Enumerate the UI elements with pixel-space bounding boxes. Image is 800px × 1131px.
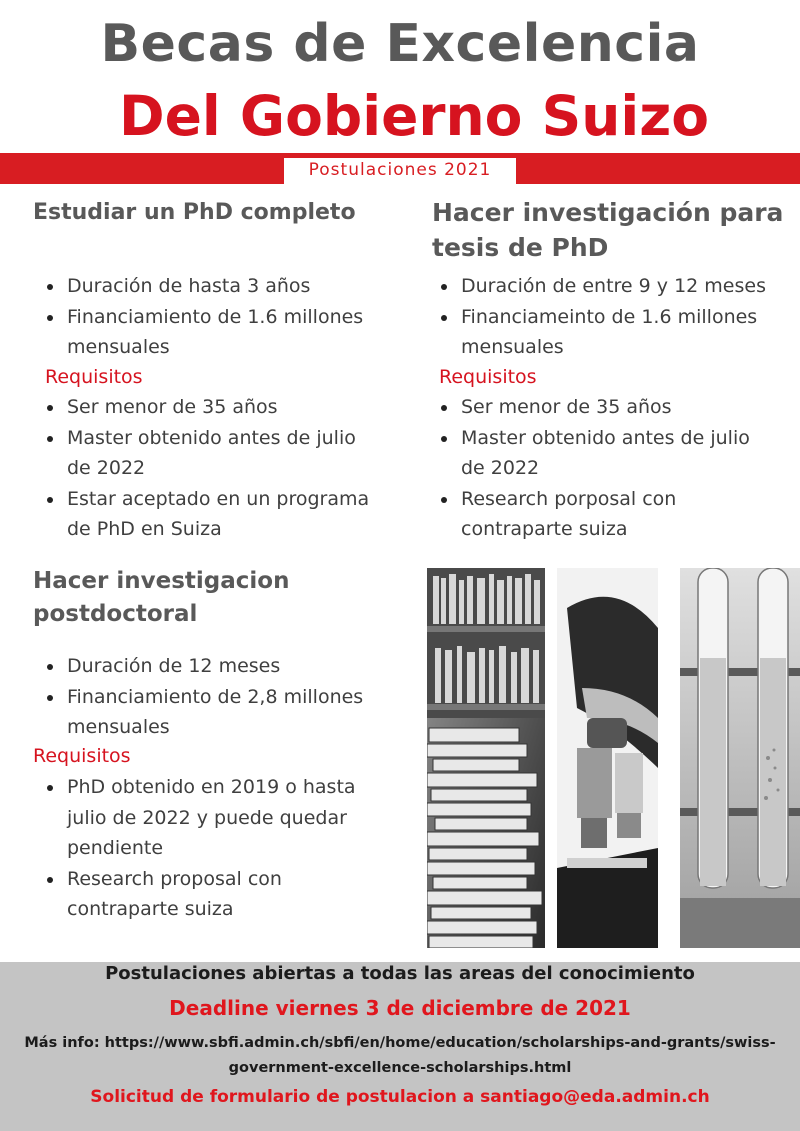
list-item: Duración de entre 9 y 12 meses — [427, 271, 787, 302]
section-research-title: Hacer investigación para tesis de PhD — [432, 198, 784, 262]
section-postdoc-title: Hacer investigacion postdoctoral — [33, 568, 290, 627]
list-item: Duración de 12 meses — [33, 651, 383, 682]
photo-collage — [427, 568, 800, 948]
title-line-1: Becas de Excelencia — [100, 14, 700, 74]
test-tubes-photo — [680, 568, 800, 948]
list-item: Research proposal con contraparte suiza — [33, 864, 378, 925]
list-item: Financiamiento de 1.6 millones mensuales — [33, 302, 383, 363]
section-phd-list — [33, 271, 383, 363]
list-item: Master obtenido antes de julio de 2022 — [33, 423, 383, 484]
section-phd-requirements-label: Requisitos — [45, 366, 143, 388]
footer-info-link[interactable]: Más info: https://www.sbfi.admin.ch/sbfi/en/home/education/scholarships-and-grants/swiss-government-excellence-scholarships.html — [24, 1035, 776, 1076]
list-item: Research porposal con contraparte suiza — [427, 484, 772, 545]
list-item: Duración de hasta 3 años — [33, 271, 383, 302]
section-phd-requirements — [33, 392, 383, 545]
footer-areas: Postulaciones abiertas a todas las areas del conocimiento — [105, 963, 695, 984]
list-item: Master obtenido antes de julio de 2022 — [427, 423, 772, 484]
list-item: Estar aceptado en un programa de PhD en Suiza — [33, 484, 383, 545]
list-item: Financiameinto de 1.6 millones mensuales — [427, 302, 787, 363]
section-research-requirements-label: Requisitos — [439, 366, 537, 388]
banner-text: Postulaciones 2021 — [308, 160, 492, 180]
books-photo — [427, 568, 545, 948]
section-phd-title: Estudiar un PhD completo — [33, 200, 356, 225]
footer-deadline: Deadline viernes 3 de diciembre de 2021 — [169, 996, 631, 1020]
footer-contact[interactable]: Solicitud de formulario de postulacion a santiago@eda.admin.ch — [90, 1087, 710, 1107]
section-postdoc-requirements-label: Requisitos — [33, 745, 131, 767]
section-postdoc-requirements — [33, 772, 378, 925]
section-postdoc-list — [33, 651, 383, 743]
list-item: Ser menor de 35 años — [33, 392, 383, 423]
title-line-2: Del Gobierno Suizo — [118, 84, 710, 148]
section-research-list — [427, 271, 787, 363]
list-item: Ser menor de 35 años — [427, 392, 772, 423]
list-item: PhD obtenido en 2019 o hasta julio de 2022 y puede quedar pendiente — [33, 772, 378, 864]
section-research-requirements — [427, 392, 772, 545]
microscope-photo — [557, 568, 658, 948]
list-item: Financiamiento de 2,8 millones mensuales — [33, 682, 383, 743]
